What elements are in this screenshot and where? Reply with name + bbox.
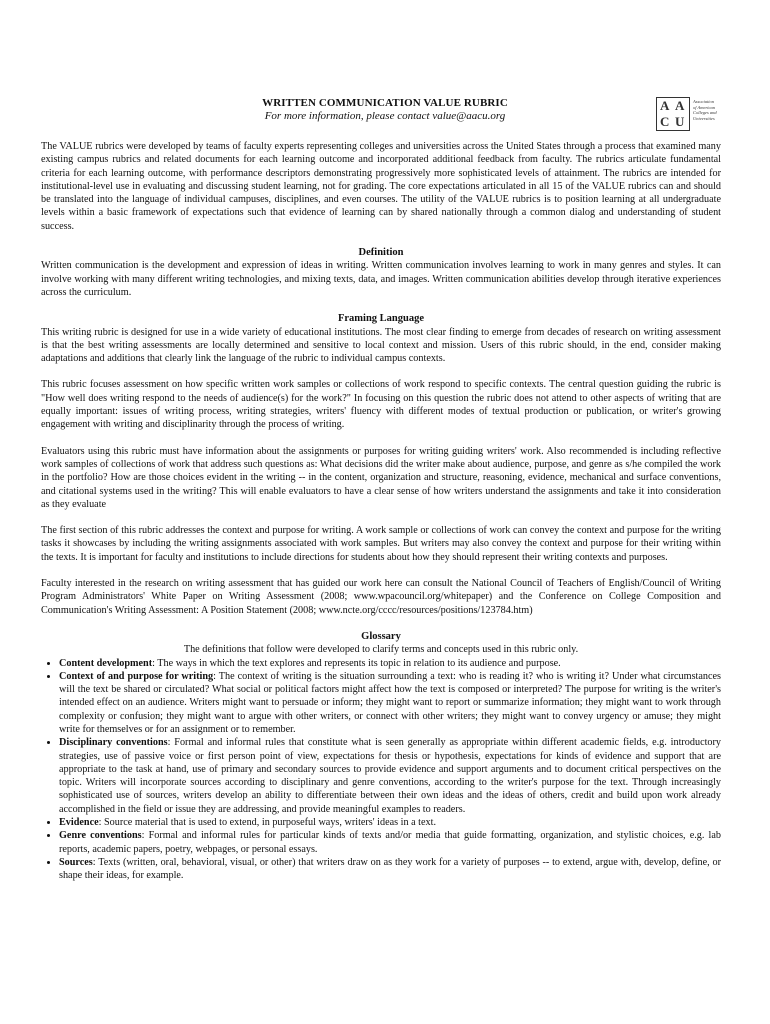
- logo-letter: A: [660, 98, 670, 113]
- glossary-term: Content development: [59, 657, 153, 669]
- logo-mark: [656, 97, 690, 131]
- glossary-list: [41, 657, 721, 883]
- definition-paragraph: Written communication is the development and expression of ideas in writing. Written communication involves learning to work in many genres and styles. It can involve working with many different writing technologies, and mixing texts, data, and images. Written communication abilities develop through iterative experiences across the curriculum.: [41, 260, 721, 298]
- logo-wordmark: [693, 99, 717, 121]
- framing-heading: Framing Language: [337, 313, 425, 325]
- document-body: [41, 140, 721, 883]
- glossary-item: [59, 856, 721, 883]
- logo-letter: U: [675, 114, 685, 129]
- logo-text-line: of American: [693, 104, 716, 110]
- document-header: [0, 97, 770, 122]
- glossary-definition: : Source material that is used to extend, in purposeful ways, writers' ideas in a text.: [98, 817, 436, 829]
- glossary-intro: The definitions that follow were developed to clarify terms and concepts used in this rubric only.: [183, 644, 579, 656]
- logo-text-line: Universities: [693, 115, 715, 121]
- framing-paragraph: Faculty interested in the research on writing assessment that has guided our work here can consult the National Council of Teachers of English/Council of Writing Program Administrators' White Paper on Writing Assessment (2008; www.wpacouncil.org/whitepaper) and the Conference on College Composition and Communication's Writing Assessment: A Position Statement (2008; www.ncte.org/cccc/resources/positions/123784.htm): [41, 578, 721, 616]
- page-title: WRITTEN COMMUNICATION VALUE RUBRIC: [262, 97, 508, 109]
- framing-paragraph: The first section of this rubric addresses the context and purpose for writing. A work sample or collections of work can convey the context and purpose for the writing tasks it showcases by including the writing assignments associated with work samples. But writers may also convey the context and purpose for their writing within the texts. It is important for faculty and institutions to include directions for students about how they should represent their writing contexts and purposes.: [41, 525, 721, 563]
- glossary-term: Context of and purpose for writing: [59, 670, 214, 682]
- glossary-item: [59, 670, 721, 736]
- aacu-logo: [656, 97, 746, 131]
- glossary-term: Disciplinary conventions: [59, 737, 168, 749]
- framing-paragraph: This rubric focuses assessment on how specific written work samples or collections of work respond to specific contexts. The central question guiding the rubric is "How well does writing respond to the needs of audience(s) for the work?" In focusing on this question the rubric does not attend to other aspects of writing that are equally important: issues of writing process, writing strategies, writers' fluency with different modes of textual production or publication, or writer's growing engagement with writing and disciplinarity through the process of writing.: [41, 379, 721, 431]
- glossary-definition: : Formal and informal rules that constitute what is seen generally as appropriate within different academic fields, e.g. introductory strategies, use of passive voice or first person point of view, expectations for thesis or hypothesis, expectations for kinds of evidence and support that are appropriate to the task at hand, use of primary and secondary sources to provide evidence and support arguments and to document critical perspectives on the topic. Writers will incorporate sources according to disciplinary and genre conventions, according to the writer's purpose for the text. Through increasingly sophisticated use of sources, writers develop an ability to differentiate between their own ideas and the ideas of others, credit and build upon work already accomplished in the field or issue they are addressing, and provide meaningful examples to readers.: [59, 737, 722, 815]
- glossary-heading: Glossary: [361, 630, 401, 642]
- glossary-item: [59, 657, 721, 670]
- glossary-term: Sources: [59, 856, 93, 868]
- glossary-definition: : The ways in which the text explores and represents its topic in relation to its audience and purpose.: [152, 657, 561, 669]
- logo-letter: A: [675, 98, 685, 113]
- glossary-definition: : Formal and informal rules for particular kinds of texts and/or media that guide formatting, organization, and stylistic choices, e.g. lab reports, academic papers, poetry, webpages, or personal essays.: [59, 830, 721, 855]
- glossary-term: Evidence: [59, 817, 99, 829]
- glossary-term: Genre conventions: [59, 830, 142, 842]
- logo-letter: C: [660, 114, 670, 129]
- logo-text-line: Colleges and: [693, 110, 717, 115]
- glossary-item: [59, 829, 721, 856]
- glossary-item: [59, 736, 721, 816]
- logo-text-line: Association: [693, 99, 714, 104]
- glossary-definition: : The context of writing is the situation surrounding a text: who is reading it? who is writing it? Under what circumstances will the text be shared or circulated? What social or political factors might affect how the text is composed or interpreted? The purpose for writing is the writer's intended effect on an audience. Writers might want to persuade or inform; they might want to report or summarize information; they might want to work through complexity or confusion; they might want to argue with other writers, or connect with other writers; they might want to convey urgency or amuse; they might write for themselves or for an assignment or to remember.: [59, 670, 721, 735]
- page-subtitle: For more information, please contact value@aacu.org: [264, 110, 506, 122]
- glossary-item: [59, 816, 721, 829]
- intro-paragraph: The VALUE rubrics were developed by teams of faculty experts representing colleges and universities across the United States through a process that examined many existing campus rubrics and related documents for each learning outcome and incorporated additional feedback from faculty. The rubrics articulate fundamental criteria for each learning outcome, with performance descriptors demonstrating progressively more sophisticated levels of attainment. The rubrics are intended for institutional-level use in evaluating and discussing student learning, not for grading. The core expectations articulated in all 15 of the VALUE rubrics can and should be translated into the language of individual campuses, disciplines, and even courses. The utility of the VALUE rubrics is to position learning at all undergraduate levels within a basic framework of expectations such that evidence of learning can by shared nationally through a common dialog and understanding of student success.: [41, 141, 721, 232]
- glossary-definition: : Texts (written, oral, behavioral, visual, or other) that writers draw on as they work for a variety of purposes -- to extend, argue with, develop, define, or shape their ideas, for example.: [59, 856, 721, 882]
- framing-paragraph: This writing rubric is designed for use in a wide variety of educational institutions. The most clear finding to emerge from decades of research on writing assessment is that the best writing assessments are locally determined and sensitive to local context and mission. Users of this rubric should, in the end, consider making adaptations and additions that clearly link the language of the rubric to individual campus contexts.: [41, 326, 721, 365]
- definition-heading: Definition: [358, 247, 404, 259]
- framing-paragraph: Evaluators using this rubric must have information about the assignments or purposes for writing guiding writers' work. Also recommended is including reflective work samples of collections of work that address such questions as: What decisions did the writer make about audience, purpose, and genre as s/he compiled the work in the portfolio? How are those choices evident in the writing -- in the content, organization and structure, reasoning, evidence, mechanical and surface conventions, and citational systems used in the writing? This will enable evaluators to have a clear sense of how writers understand the assignments and take it into consideration as they evaluate: [41, 445, 721, 510]
